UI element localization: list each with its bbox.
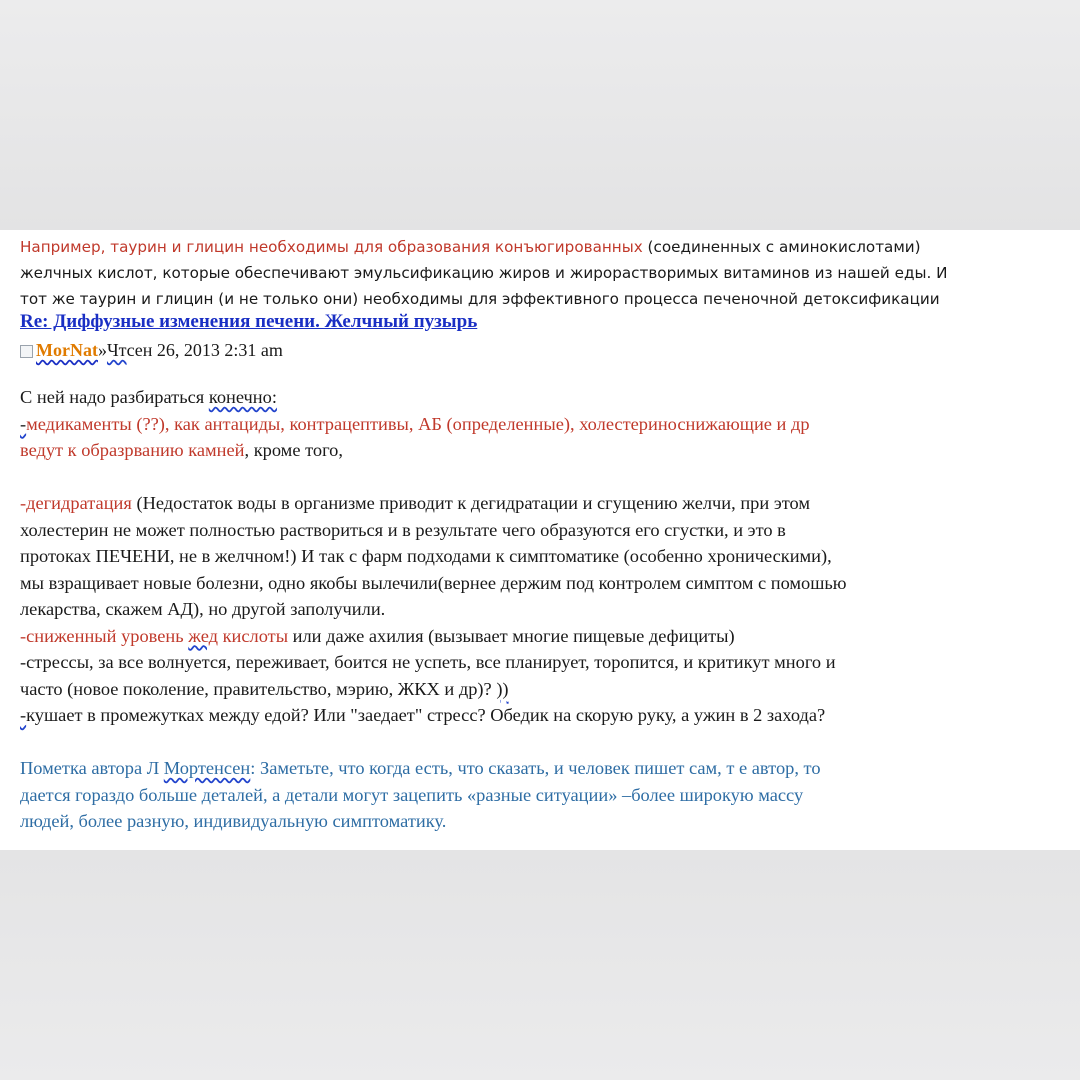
item-stress: -стрессы, за все волнуется, переживает, боится не успеть, все планирует, торопится, и критикут много и: [20, 652, 836, 672]
author-note-l2: дается гораздо больше деталей, а детали могут зацепить «разные ситуации» –более широкую массу: [20, 784, 804, 805]
item-dehydration-l2: холестерин не может полностью раствориться и в результате чего образуются его сгустки, и это в: [20, 519, 786, 540]
post-icon[interactable]: [20, 345, 33, 358]
quote-highlight: Например, таурин и глицин необходимы для образования конъюгированных: [20, 238, 643, 256]
post-title-link[interactable]: Re: Диффузные изменения печени. Желчный пузырь: [20, 311, 478, 332]
post-meta: [20, 336, 1070, 364]
item-dehydration: -дегидратация (Недостаток воды в организме приводит к дегидратации и сгущению желчи, при этом: [20, 493, 810, 513]
bottom-blurred-background: [0, 850, 1080, 1080]
screenshot-panel: [0, 230, 1080, 850]
intro-line: С ней надо разбираться конечно:: [20, 387, 277, 407]
post-body: [20, 384, 1070, 835]
forum-post: [20, 308, 1070, 835]
item-dehydration-l3: протоках ПЕЧЕНИ, не в желчном!) И так с фарм подходами к симптоматике (особенно хроническими),: [20, 546, 832, 566]
item-medications: -медикаменты (??), как антациды, контрацептивы, АБ (определенные), холестериноснижающие и др: [20, 413, 810, 434]
item-snacking: -кушает в промежутках между едой? Или "заедает" стресс? Обедик на скорую руку, а ужин в 2 захода?: [20, 705, 826, 725]
top-blurred-background: [0, 0, 1080, 230]
quote-line-1-rest: (соединенных с аминокислотами): [642, 238, 921, 256]
item-medications-cont: ведут к образрванию камней, кроме того,: [20, 440, 343, 460]
quote-line-2: желчных кислот, которые обеспечивают эмульсификацию жиров и жирорастворимых витаминов из нашей еды. И: [20, 264, 948, 282]
item-stress-l2: часто (новое поколение, правительство, мэрию, ЖКХ и др)? )): [20, 678, 509, 699]
quote-line-1: [20, 234, 1070, 260]
quoted-text-block: [20, 234, 1070, 312]
author-link[interactable]: MorNat: [36, 340, 98, 360]
item-acid: -сниженный уровень жед кислоты или даже ахилия (вызывает многие пищевые дефициты): [20, 625, 735, 646]
quote-line-3: тот же таурин и глицин (и не только они) необходимы для эффективного процесса печеночной детоксификации: [20, 290, 940, 308]
author-note-l3: людей, более разную, индивидуальную симптоматику.: [20, 811, 447, 831]
post-date: сен 26, 2013 2:31 am: [126, 340, 283, 360]
post-day: Чт: [106, 340, 127, 360]
item-dehydration-l4: мы взращивает новые болезни, одно якобы вылечили(вернее держим под контролем симптом с помошью: [20, 572, 847, 593]
item-dehydration-l5: лекарства, скажем АД), но другой заполучили.: [20, 599, 386, 619]
author-note: Пометка автора Л Мортенсен: Заметьте, что когда есть, что сказать, и человек пишет сам, т е автор, то: [20, 758, 821, 778]
meta-separator: »: [97, 340, 107, 360]
